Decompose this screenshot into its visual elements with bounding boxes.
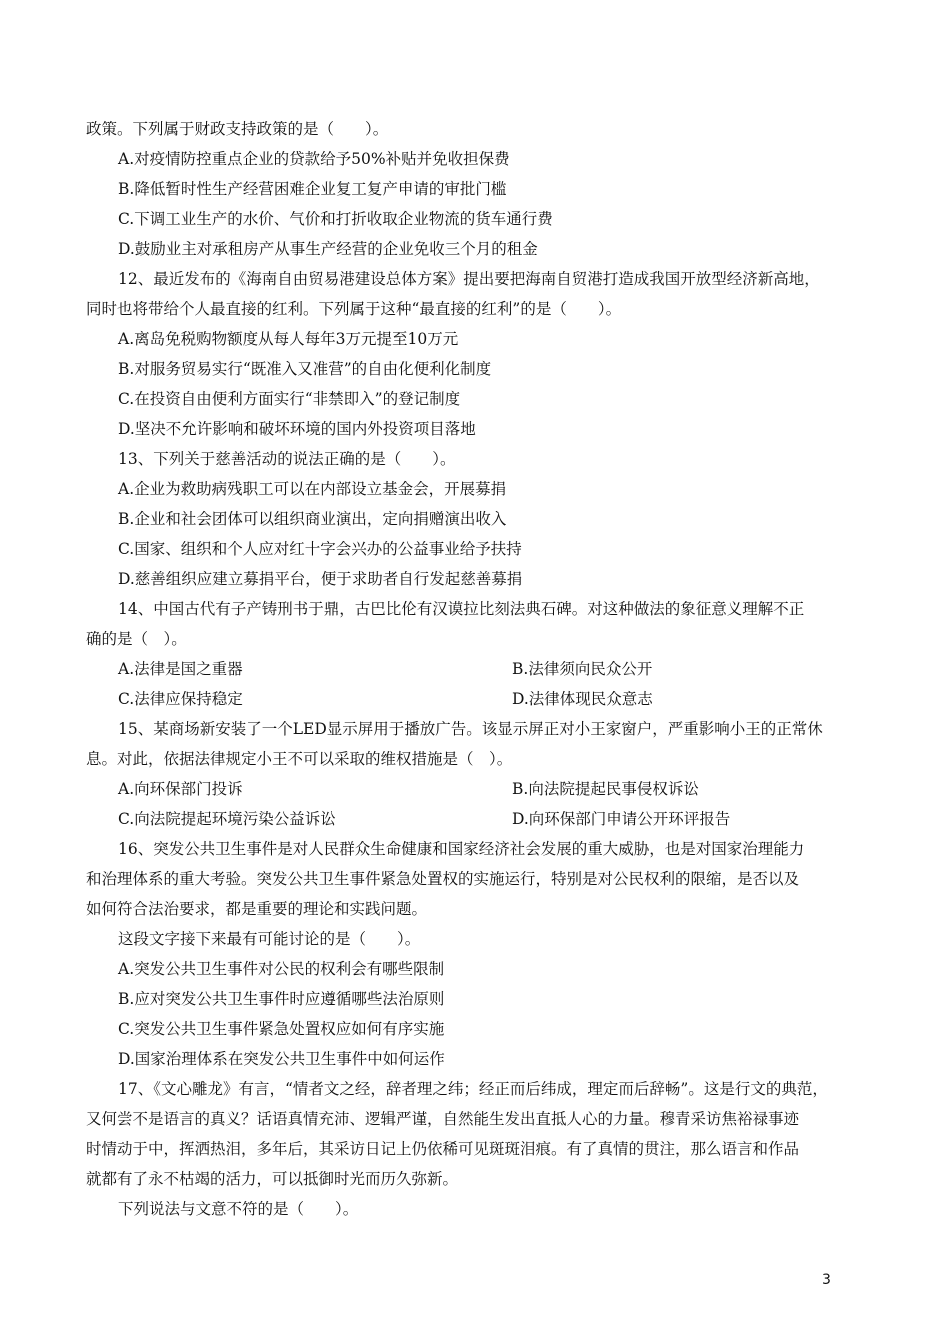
option-c: C.突发公共卫生事件紧急处置权应如何有序实施 <box>118 1020 445 1038</box>
option-d: D.坚决不允许影响和破坏环境的国内外投资项目落地 <box>118 420 476 438</box>
question-prompt: 这段文字接下来最有可能讨论的是（ ）。 <box>118 930 421 948</box>
option-b: B.对服务贸易实行“既准入又准营”的自由化便利化制度 <box>118 360 492 378</box>
question-17: 17、《文心雕龙》有言，“情者文之经，辞者理之纬；经正而后纬成，理定而后辞畅”。这是行文的典范， <box>118 1080 828 1098</box>
option-d: D.鼓励业主对承租房产从事生产经营的企业免收三个月的租金 <box>118 240 538 258</box>
option-c: C.在投资自由便利方面实行“非禁即入”的登记制度 <box>118 390 461 408</box>
option-d: D.国家治理体系在突发公共卫生事件中如何运作 <box>118 1050 445 1068</box>
question-13: 13、下列关于慈善活动的说法正确的是（ ）。 <box>118 450 456 468</box>
option-c: C.法律应保持稳定 <box>118 690 243 708</box>
question-prompt: 下列说法与文意不符的是（ ）。 <box>118 1200 359 1218</box>
option-a: A.向环保部门投诉 <box>118 780 243 798</box>
text-line: 就都有了永不枯竭的活力，可以抵御时光而历久弥新。 <box>86 1170 459 1188</box>
question-15: 15、某商场新安装了一个LED显示屏用于播放广告。该显示屏正对小王家窗户，严重影响小王的正常休 <box>118 720 823 738</box>
option-a: A.突发公共卫生事件对公民的权利会有哪些限制 <box>118 960 445 978</box>
option-d: D.慈善组织应建立募捐平台，便于求助者自行发起慈善募捐 <box>118 570 523 588</box>
option-b: B.应对突发公共卫生事件时应遵循哪些法治原则 <box>118 990 445 1008</box>
text-line: 确的是（ ）。 <box>86 630 187 648</box>
page-number: 3 <box>822 1272 831 1288</box>
option-a: A.对疫情防控重点企业的贷款给予50%补贴并免收担保费 <box>118 150 510 168</box>
option-c: C.向法院提起环境污染公益诉讼 <box>118 810 336 828</box>
option-a: A.离岛免税购物额度从每人每年3万元提至10万元 <box>118 330 459 348</box>
text-line: 和治理体系的重大考验。突发公共卫生事件紧急处置权的实施运行，特别是对公民权利的限缩，是否以及 <box>86 870 800 888</box>
option-b: B.法律须向民众公开 <box>512 660 653 678</box>
text-line: 如何符合法治要求，都是重要的理论和实践问题。 <box>86 900 428 918</box>
option-b: B.企业和社会团体可以组织商业演出，定向捐赠演出收入 <box>118 510 507 528</box>
option-c: C.国家、组织和个人应对红十字会兴办的公益事业给予扶持 <box>118 540 522 558</box>
option-d: D.法律体现民众意志 <box>512 690 653 708</box>
text-line: 息。对此，依据法律规定小王不可以采取的维权措施是（ ）。 <box>86 750 513 768</box>
text-line: 政策。下列属于财政支持政策的是（ ）。 <box>86 120 389 138</box>
option-a: A.企业为救助病残职工可以在内部设立基金会，开展募捐 <box>118 480 507 498</box>
option-a: A.法律是国之重器 <box>118 660 243 678</box>
option-b: B.向法院提起民事侵权诉讼 <box>512 780 699 798</box>
text-line: 又何尝不是语言的真义？话语真情充沛、逻辑严谨，自然能生发出直抵人心的力量。穆青采访焦裕禄事迹 <box>86 1110 800 1128</box>
option-d: D.向环保部门申请公开环评报告 <box>512 810 731 828</box>
question-12: 12、最近发布的《海南自由贸易港建设总体方案》提出要把海南自贸港打造成我国开放型经济新高地， <box>118 270 820 288</box>
question-14: 14、中国古代有子产铸刑书于鼎，古巴比伦有汉谟拉比刻法典石碑。对这种做法的象征意义理解不正 <box>118 600 805 618</box>
text-line: 时情动于中，挥洒热泪，多年后，其采访日记上仍依稀可见斑斑泪痕。有了真情的贯注，那么语言和作品 <box>86 1140 800 1158</box>
text-line: 同时也将带给个人最直接的红利。下列属于这种“最直接的红利”的是（ ）。 <box>86 300 622 318</box>
option-b: B.降低暂时性生产经营困难企业复工复产申请的审批门槛 <box>118 180 507 198</box>
option-c: C.下调工业生产的水价、气价和打折收取企业物流的货车通行费 <box>118 210 553 228</box>
question-16: 16、突发公共卫生事件是对人民群众生命健康和国家经济社会发展的重大威胁，也是对国家治理能力 <box>118 840 805 858</box>
